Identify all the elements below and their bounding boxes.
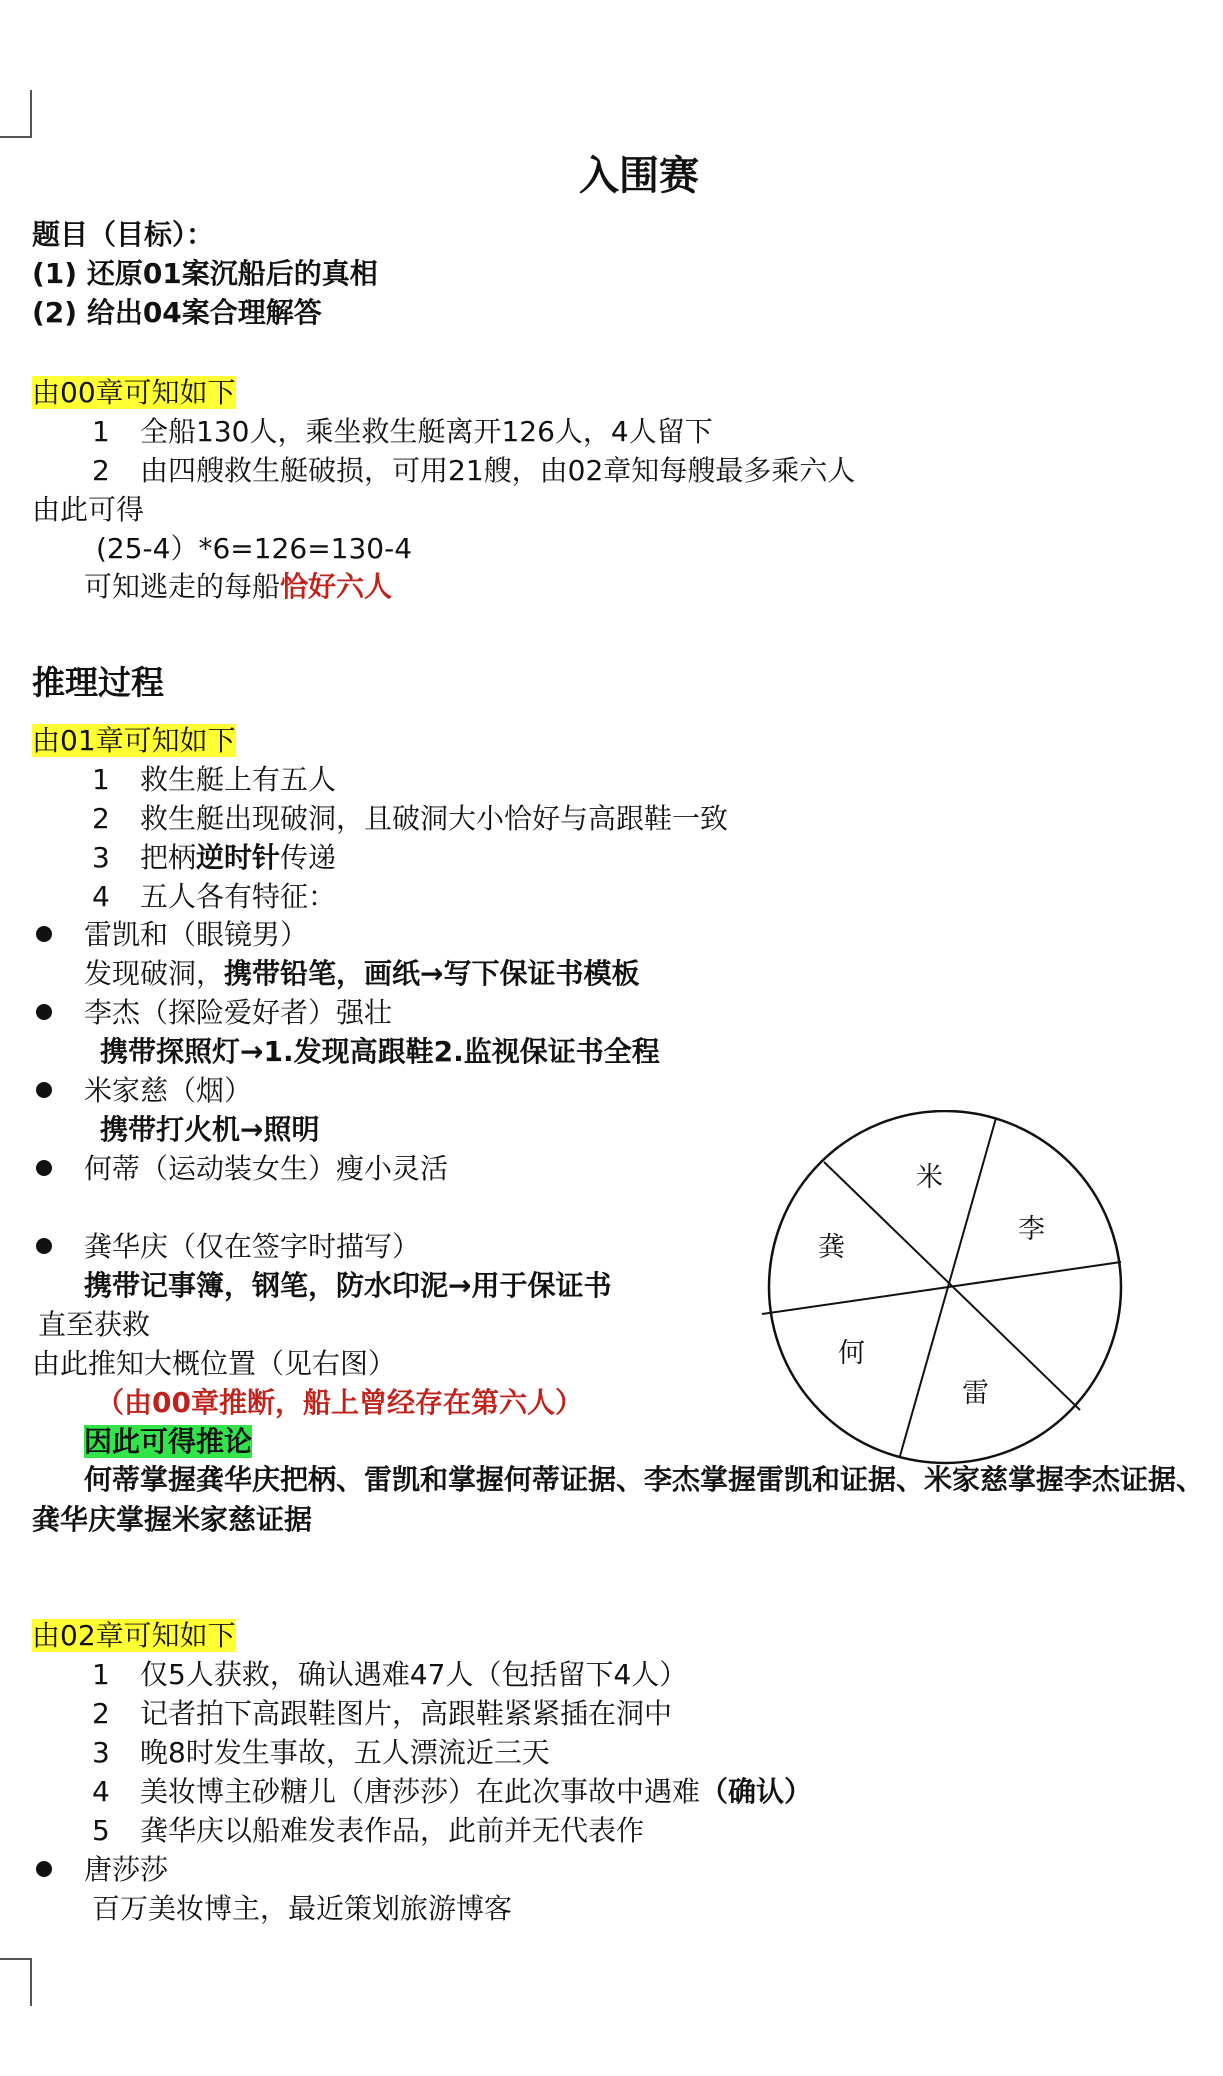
page-corner-mark-bottom: [0, 1958, 32, 2006]
section00-conclusion: 可知逃走的每船恰好六人: [84, 570, 393, 603]
section02-item-3: 3 晚8时发生事故，五人漂流近三天: [92, 1736, 550, 1769]
person-he-name: 何蒂（运动装女生）瘦小灵活: [84, 1152, 449, 1185]
section00-item-1: 1 全船130人，乘坐救生艇离开126人，4人留下: [92, 415, 713, 448]
seat-label-he: 何: [838, 1338, 865, 1369]
bullet-dot: [36, 1082, 52, 1098]
section00-deduce: 由此可得: [32, 493, 145, 526]
section02-item-4: 4 美妆博主砂糖儿（唐莎莎）在此次事故中遇难（确认）: [92, 1775, 813, 1808]
bullet-dot: [36, 926, 52, 942]
person-tang-name: 唐莎莎: [84, 1853, 169, 1886]
sixth-person-note: （由00章推断，船上曾经存在第六人）: [96, 1386, 583, 1419]
section02-item-5: 5 龚华庆以船难发表作品，此前并无代表作: [92, 1814, 645, 1847]
section00-item-2: 2 由四艘救生艇破损，可用21艘，由02章知每艘最多乘六人: [92, 454, 856, 487]
goal-item-2: (2) 给出04案合理解答: [32, 296, 322, 329]
section01-item-3: 3 把柄逆时针传递: [92, 841, 337, 874]
section01-item-2: 2 救生艇出现破洞，且破洞大小恰好与高跟鞋一致: [92, 802, 729, 835]
section02-item-2: 2 记者拍下高跟鞋图片，高跟鞋紧紧插在洞中: [92, 1697, 673, 1730]
page-corner-mark-top: [0, 90, 32, 138]
bullet-dot: [36, 1004, 52, 1020]
section02-label: 由02章可知如下: [32, 1619, 236, 1652]
person-lei-detail: 发现破洞，携带铅笔，画纸→写下保证书模板: [84, 957, 640, 990]
person-gong-name: 龚华庆（仅在签字时描写）: [84, 1230, 421, 1263]
section00-formula: (25-4）*6=126=130-4: [96, 532, 413, 565]
seat-label-li: 李: [1018, 1214, 1045, 1245]
page-title: 入围赛: [579, 153, 699, 199]
goal-heading: 题目（目标）：: [32, 218, 215, 251]
person-gong-detail: 携带记事簿，钢笔，防水印泥→用于保证书: [84, 1269, 612, 1302]
inference-text: 何蒂掌握龚华庆把柄、雷凯和掌握何蒂证据、李杰掌握雷凯和证据、米家慈掌握李杰证据、龚华庆掌握米家慈证据: [32, 1463, 1205, 1536]
bullet-dot: [36, 1160, 52, 1176]
reasoning-heading: 推理过程: [32, 663, 164, 702]
section01-item-1: 1 救生艇上有五人: [92, 763, 337, 796]
person-gong-after: 直至获救: [38, 1308, 151, 1341]
section00-label: 由00章可知如下: [32, 376, 236, 409]
goal-item-1: (1) 还原01案沉船后的真相: [32, 257, 378, 290]
divider-line: [762, 1262, 1121, 1314]
person-li-name: 李杰（探险爱好者）强壮: [84, 996, 393, 1029]
person-mi-detail: 携带打火机→照明: [100, 1113, 320, 1146]
seat-label-gong: 龚: [818, 1232, 845, 1263]
bullet-dot: [36, 1238, 52, 1254]
section01-label: 由01章可知如下: [32, 724, 236, 757]
position-text: 由此推知大概位置（见右图）: [32, 1347, 397, 1380]
bullet-dot: [36, 1861, 52, 1877]
section01-item-4: 4 五人各有特征：: [92, 880, 337, 913]
person-mi-name: 米家慈（烟）: [84, 1074, 253, 1107]
person-lei-name: 雷凯和（眼镜男）: [84, 918, 309, 951]
inference-label: 因此可得推论: [84, 1425, 253, 1458]
seat-label-lei: 雷: [962, 1378, 989, 1409]
person-li-detail: 携带探照灯→1.发现高跟鞋2.监视保证书全程: [100, 1035, 660, 1068]
person-tang-desc: 百万美妆博主，最近策划旅游博客: [92, 1892, 513, 1925]
section02-item-1: 1 仅5人获救，确认遇难47人（包括留下4人）: [92, 1658, 688, 1691]
seat-label-mi: 米: [916, 1162, 943, 1193]
seating-diagram: [760, 1110, 1130, 1470]
